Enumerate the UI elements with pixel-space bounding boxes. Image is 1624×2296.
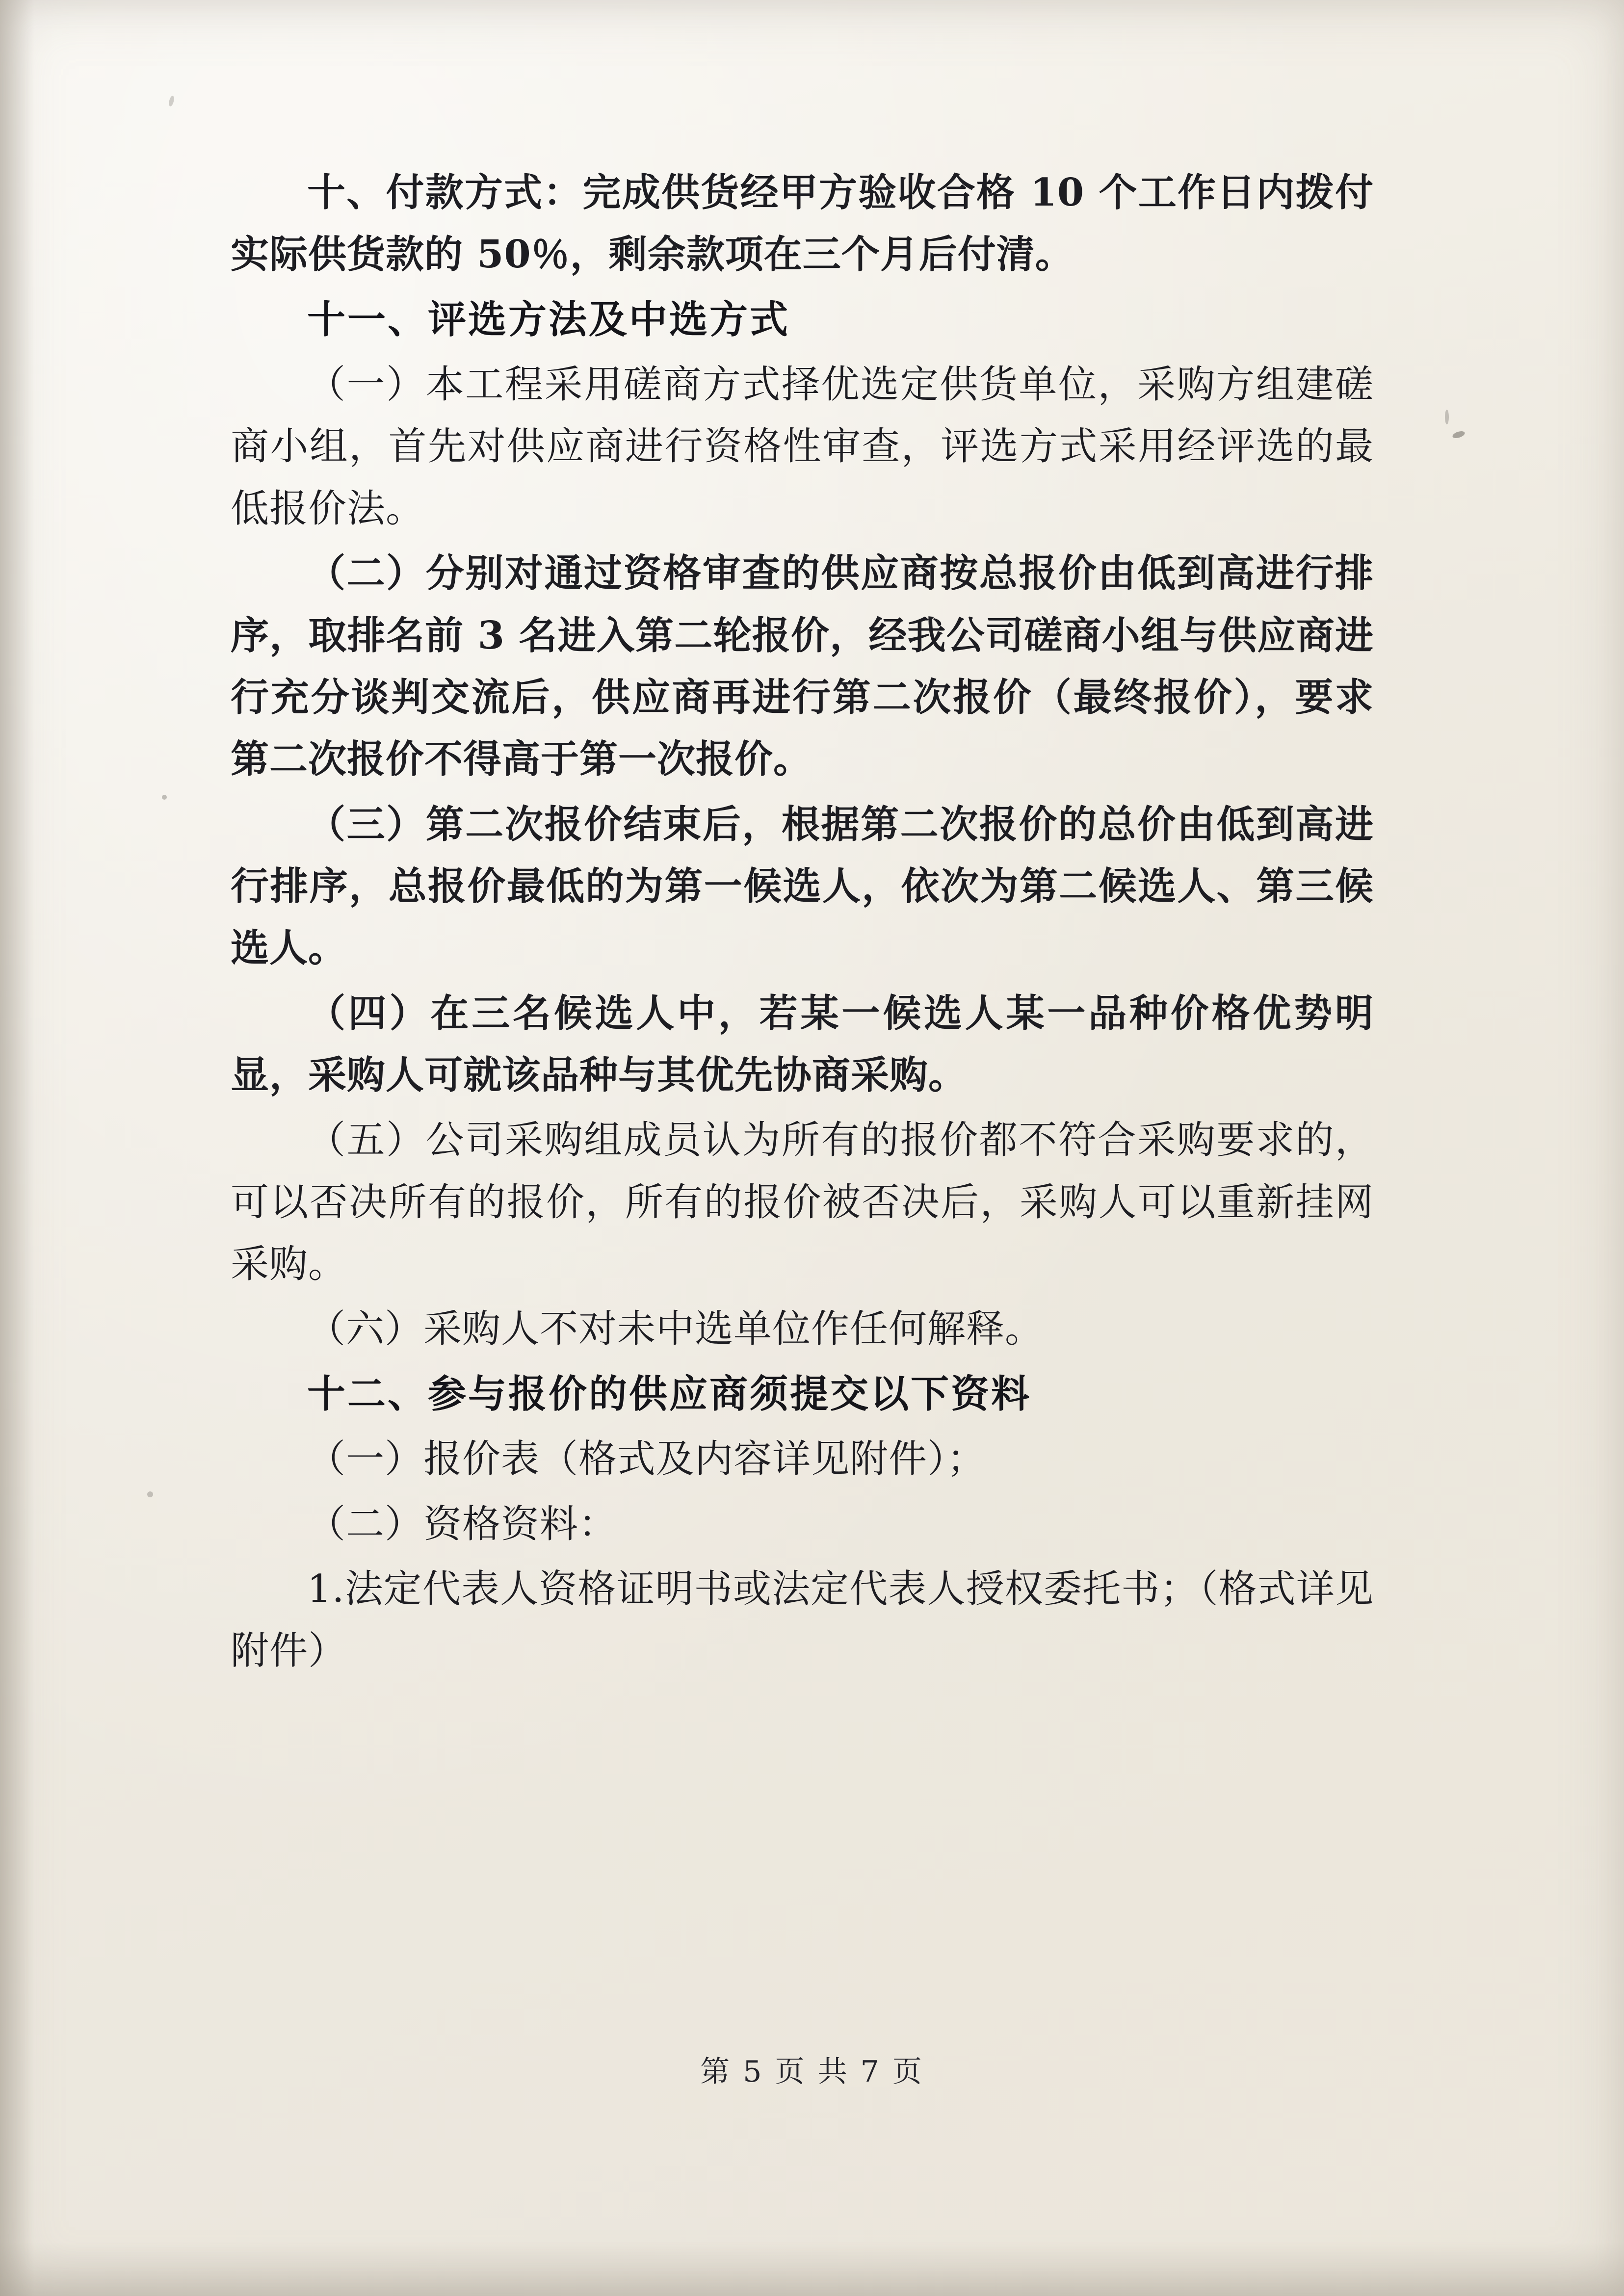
scan-edge-left [0,0,34,2296]
paragraph-payment-terms: 十、付款方式：完成供货经甲方验收合格 10 个工作日内拨付实际供货款的 50％，剩余款项在三个月后付清。 [231,170,1374,277]
scan-edge-bottom [0,2242,1624,2296]
paragraph-material-2: （二）资格资料： [307,1502,618,1546]
paragraph-clause-5: （五）公司采购组成员认为所有的报价都不符合采购要求的，可以否决所有的报价，所有的报价被否决后，采购人可以重新挂网采购。 [231,1118,1374,1287]
page-footer: 第 5 页 共 7 页 [700,2055,924,2089]
ink-fleck [147,1491,153,1497]
ink-fleck [1452,430,1466,439]
paragraph-material-1: （一）报价表（格式及内容详见附件）； [307,1437,986,1482]
paragraph-clause-2: （二）分别对通过资格审查的供应商按总报价由低到高进行排序，取排名前 3 名进入第二轮报价，经我公司磋商小组与供应商进行充分谈判交流后，供应商再进行第二次报价（最终报价），要求第二次报价不得高于第一次报价。 [231,551,1374,782]
paragraph-clause-6: （六）采购人不对未中选单位作任何解释。 [307,1307,1044,1352]
paragraph-material-2-1: 1.法定代表人资格证明书或法定代表人授权委托书；（格式详见附件） [231,1566,1374,1673]
ink-fleck [1445,410,1449,424]
ink-fleck [168,95,175,107]
paragraph-clause-4: （四）在三名候选人中，若某一候选人某一品种价格优势明显，采购人可就该品种与其优先协商采购。 [231,991,1374,1098]
heading-required-materials: 十二、参与报价的供应商须提交以下资料 [307,1371,1032,1416]
paragraph-clause-1: （一）本工程采用磋商方式择优选定供货单位，采购方组建磋商小组，首先对供应商进行资格性审查，评选方式采用经评选的最低报价法。 [231,363,1374,531]
ink-fleck [162,795,167,800]
paragraph-clause-3: （三）第二次报价结束后，根据第二次报价的总价由低到高进行排序，总报价最低的为第一候选人，依次为第二候选人、第三候选人。 [231,802,1374,971]
heading-evaluation-method: 十一、评选方法及中选方式 [307,297,790,342]
document-body [231,162,1374,1685]
